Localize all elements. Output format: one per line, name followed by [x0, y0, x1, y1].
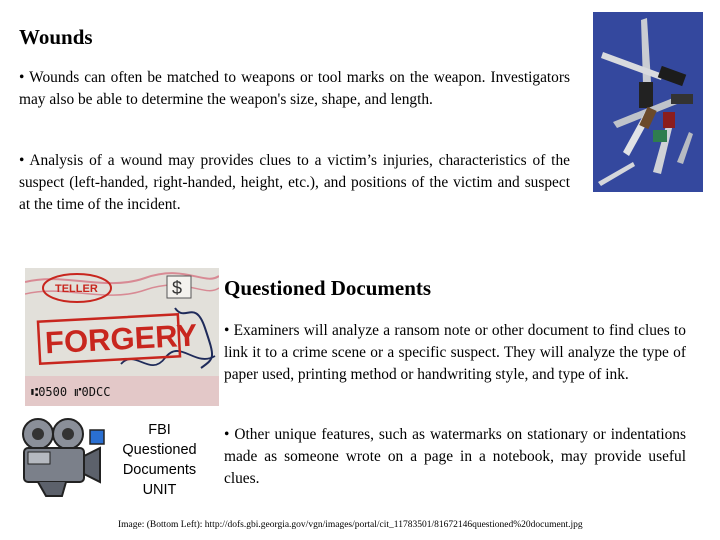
fbi-unit-line-2: Questioned — [122, 442, 197, 458]
fbi-unit-line-3: Documents — [122, 462, 197, 478]
fbi-unit-line-1: FBI — [148, 422, 171, 438]
fbi-unit-line-4: UNIT — [142, 482, 177, 498]
image-credit: Image: (Bottom Left): http://dofs.gbi.georgia.gov/vgn/images/portal/cit_11783501/81672146questioned%20document.jpg — [118, 520, 583, 530]
fbi-unit-label — [112, 420, 207, 500]
forgery-photo — [25, 268, 219, 406]
forgery-stamp-text: FORGERY — [44, 317, 198, 361]
dollar-sign-text: $ — [172, 278, 183, 298]
teller-stamp-text: TELLER — [55, 283, 98, 295]
wounds-paragraph-1: • Wounds can often be matched to weapons or tool marks on the weapon. Investigators may also be able to determine the weapon's size, shape, and length. — [19, 69, 570, 108]
questioned-documents-heading: Questioned Documents — [224, 276, 432, 300]
micr-line-text: ⑆0500 ⑈0DCC — [31, 385, 111, 399]
questioned-documents-paragraph-1: • Examiners will analyze a ransom note or other document to find clues to link it to a crime scene or a specific suspect. They will analyze the type of paper used, printing method or handwriting style, and type of ink. — [224, 322, 686, 383]
wounds-heading: Wounds — [19, 25, 93, 49]
knives-photo — [593, 12, 703, 192]
wounds-paragraph-2: • Analysis of a wound may provides clues to a victim’s injuries, characteristics of the suspect (left-handed, right-handed, height, etc.), and positions of the victim and suspect at the time of the incident. — [19, 152, 570, 213]
video-camera-icon — [16, 416, 108, 500]
questioned-documents-paragraph-2: • Other unique features, such as watermarks on stationary or indentations made as someone wrote on a page in a notebook, may provide useful clues. — [224, 426, 686, 487]
